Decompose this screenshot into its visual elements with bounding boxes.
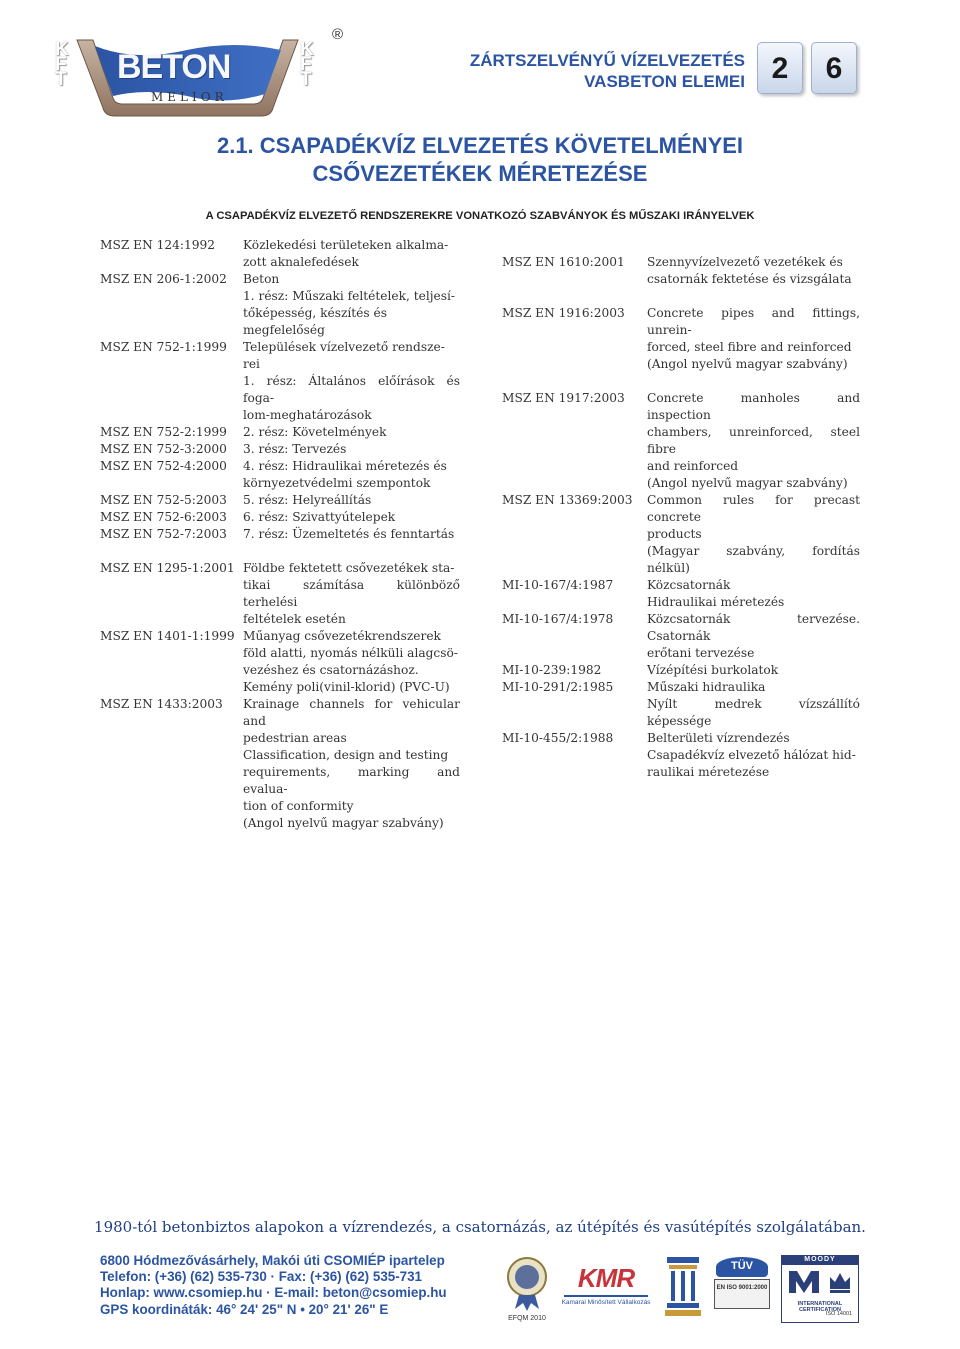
standard-code: MSZ EN 1433:2003 [100,697,223,711]
standard-entry [100,560,460,628]
standard-code: MSZ EN 752-3:2000 [100,442,227,456]
standard-code: MSZ EN 1610:2001 [502,255,625,269]
standard-code: MSZ EN 206-1:2002 [100,272,227,286]
standard-description [243,271,460,339]
ukas-crown-icon [827,1269,853,1295]
standard-description-line: 7. rész: Üzemeltetés és fenntartás [243,527,455,541]
kmr-rule [564,1295,648,1297]
standard-description-line: (Magyar szabvány, fordítás nélkül) [647,544,860,575]
moody-m-icon [787,1269,821,1295]
standard-description-line: tikai számítása különböző terhelési [243,578,460,609]
standard-description-line: föld alatti, nyomás nélküli alagcsö- [243,646,458,660]
standard-entry [502,662,860,679]
standard-description-line: 5. rész: Helyreállítás [243,493,372,507]
standard-description [647,577,860,611]
standard-description-line: Közcsatornák [647,578,731,592]
standard-code: MI-10-167/4:1987 [502,578,614,592]
tuv-cert-card [714,1279,770,1309]
standard-description [647,611,860,662]
contact-address [100,1253,447,1318]
standard-description-line: 3. rész: Tervezés [243,442,347,456]
standard-description-line: megfelelőség [243,323,325,337]
standard-description-line: Beton [243,272,280,286]
standard-description-line: Csapadékvíz elvezető hálózat hid- [647,748,856,762]
standard-entry [100,509,460,526]
chapter-number-box: 2 [757,42,803,94]
registered-mark: ® [332,26,344,43]
standard-description [243,424,460,441]
page-title-line1: 2.1. CSAPADÉKVÍZ ELVEZETÉS KÖVETELMÉNYEI [216,133,744,158]
standard-entry [100,526,460,543]
efqm-seal-icon [505,1255,549,1313]
moody-cert-logo [781,1255,859,1325]
standard-entry [100,696,460,832]
standard-code: MSZ EN 752-2:1999 [100,425,227,439]
standard-description-line: Szennyvízelvezető vezetékek és [647,255,843,269]
page-title [0,132,960,188]
standard-description-line: Közlekedési területeken alkalma- [243,238,449,252]
efqm-caption: EFQM 2010 [508,1315,546,1322]
standard-description [243,339,460,424]
standard-description-line: (Angol nyelvű magyar szabvány) [647,357,848,371]
standard-description-line: feltételek esetén [243,612,346,626]
standard-description [647,662,860,679]
standard-description-line: Classification, design and testing [243,748,449,762]
standard-description-line: and reinforced [647,459,739,473]
moody-iso: ISO 14001 [825,1311,853,1317]
standard-description [647,492,860,577]
standard-description-line: raulikai méretezése [647,765,770,779]
standard-description [243,696,460,832]
standard-description-line: 1. rész: Műszaki feltételek, teljesí- [243,289,455,303]
standard-entry [100,458,460,492]
standard-code: MSZ EN 752-6:2003 [100,510,227,524]
standard-description-line: Települések vízelvezető rendsze- [243,340,445,354]
standard-description-line: (Angol nyelvű magyar szabvány) [647,476,848,490]
tuv-standard: EN ISO 9001:2000 [716,1285,768,1291]
standard-code: MSZ EN 1295-1:2001 [100,561,235,575]
standard-entry [502,492,860,577]
standard-description-line: 1. rész: Általános előírások és foga- [243,374,460,405]
logo-kft-left: K F T [55,39,69,90]
footer-slogan: 1980-tól betonbiztos alapokon a vízrendezés, a csatornázás, az útépítés és vasútépítés szolgálatában. [94,1218,866,1236]
standard-code: MSZ EN 752-4:2000 [100,459,227,473]
address-line: 6800 Hódmezővásárhely, Makói úti CSOMIÉP ipartelep [100,1253,445,1268]
standard-description [243,526,460,543]
standard-description-line: Földbe fektetett csővezetékek sta- [243,561,455,575]
standard-code: MI-10-167/4:1978 [502,612,614,626]
standard-code: MSZ EN 752-7:2003 [100,527,227,541]
standard-description [243,237,460,271]
standard-entry [502,390,860,492]
standard-entry [100,237,460,271]
standard-entry [100,628,460,696]
standard-description-line: Műanyag csővezetékrendszerek [243,629,441,643]
standard-description-line: Kemény poli(vinil-klorid) (PVC-U) [243,680,450,694]
standard-description-line: Belterületi vízrendezés [647,731,790,745]
standard-description-line: Krainage channels for vehicular and [243,697,460,728]
standard-description [647,254,860,288]
standard-code: MI-10-291/2:1985 [502,680,614,694]
standard-description-line: pedestrian areas [243,731,347,745]
standard-description-line: forced, steel fibre and reinforced [647,340,852,354]
standard-description [647,730,860,781]
section-subtitle: A CSAPADÉKVÍZ ELVEZETŐ RENDSZEREKRE VONATKOZÓ SZABVÁNYOK ÉS MŰSZAKI IRÁNYELVEK [205,210,755,222]
standard-code: MSZ EN 752-5:2003 [100,493,227,507]
standard-description [647,390,860,492]
chapter-number-box: 6 [811,42,857,94]
standard-description [243,560,460,628]
standard-description-line: csatornák fektetése és vizsgálata [647,272,852,286]
standard-description [647,679,860,730]
kmr-brand: KMR [577,1263,635,1293]
standard-description-line: Nyílt medrek vízszállító képessége [647,697,860,728]
standard-description-line: környezetvédelmi szempontok [243,476,431,490]
standard-description [243,492,460,509]
standard-description [243,441,460,458]
standard-description-line: Concrete manholes and inspection [647,391,860,422]
company-logo [45,28,345,118]
standard-entry [100,441,460,458]
standard-entry [502,679,860,730]
standards-list-right [502,237,860,781]
standard-code: MSZ EN 1401-1:1999 [100,629,235,643]
standard-description-line: zott aknalefedések [243,255,359,269]
standard-description [647,305,860,373]
standard-code: MSZ EN 13369:2003 [502,493,633,507]
tuv-cert-logo [712,1255,772,1325]
standard-code: MSZ EN 124:1992 [100,238,215,252]
standard-description-line: (Angol nyelvű magyar szabvány) [243,816,444,830]
standard-description-line: Common rules for precast concrete [647,493,860,524]
standard-description-line: tőképesség, készítés és [243,306,387,320]
standard-description-line: Műszaki hidraulika [647,680,766,694]
standard-description-line: rei [243,357,260,371]
standard-description-line: Vízépítési burkolatok [647,663,779,677]
moody-brand: MOODY [804,1256,836,1263]
standard-description-line: erőtani tervezése [647,646,755,660]
web-email-line: Honlap: www.csomiep.hu · E-mail: beton@csomiep.hu [100,1285,447,1301]
standard-description-line: 2. rész: Követelmények [243,425,387,439]
standard-description [243,509,460,526]
phone-fax-line: Telefon: (+36) (62) 535-730 · Fax: (+36) (62) 535-731 [100,1269,423,1285]
standard-entry [100,339,460,424]
standards-list-left [100,237,460,832]
series-title-line2: VASBETON ELEMEI [584,72,745,91]
standard-description-line: Hidraulikai méretezés [647,595,785,609]
building-column-icon [663,1255,703,1317]
standard-code: MI-10-239:1982 [502,663,602,677]
standard-description-line: vezéshez és csatornázáshoz. [243,663,419,677]
efqm-seal-logo [505,1255,549,1325]
series-title-line1: ZÁRTSZELVÉNYŰ VÍZELVEZETÉS [469,51,745,70]
standard-description-line: tion of conformity [243,799,354,813]
standard-description-line: 4. rész: Hidraulikai méretezés és [243,459,447,473]
logo-brand-text: BETON [117,48,231,86]
logo-kft-right: K F T [300,39,314,90]
standard-description-line: chambers, unreinforced, steel fibre [647,425,860,456]
moody-caption: INTERNATIONAL CERTIFICATION [797,1301,843,1313]
standard-entry [100,271,460,339]
series-title [470,50,745,92]
standard-code: MSZ EN 752-1:1999 [100,340,227,354]
standard-description-line: 6. rész: Szivattyútelepek [243,510,396,524]
standard-entry [100,492,460,509]
kmr-caption: Kamarai Minősített Vállalkozás [561,1299,651,1306]
standard-description-line: Közcsatornák tervezése. Csatornák [647,612,860,643]
standard-code: MSZ EN 1916:2003 [502,306,625,320]
standard-entry [502,730,860,781]
standard-description [243,458,460,492]
page-title-line2: CSŐVEZETÉKEK MÉRETEZÉSE [312,161,648,186]
logo-subbrand-text: MELIOR [151,90,228,104]
standard-entry [502,254,860,288]
standard-description-line: requirements, marking and evalua- [243,765,460,796]
standard-code: MI-10-455/2:1988 [502,731,614,745]
kmr-logo [560,1255,652,1325]
alkalmas-logo [663,1255,703,1325]
standard-description-line: Concrete pipes and fittings, unrein- [647,306,860,337]
standard-description-line: lom-meghatározások [243,408,372,422]
standard-entry [502,611,860,662]
standard-description-line: products [647,527,702,541]
gps-line: GPS koordináták: 46° 24' 25" N • 20° 21' 26" E [100,1301,389,1317]
standard-entry [502,305,860,373]
tuv-brand: TÜV [731,1260,753,1272]
standard-entry [502,577,860,611]
standard-entry [100,424,460,441]
standard-description [243,628,460,696]
standard-code: MSZ EN 1917:2003 [502,391,625,405]
